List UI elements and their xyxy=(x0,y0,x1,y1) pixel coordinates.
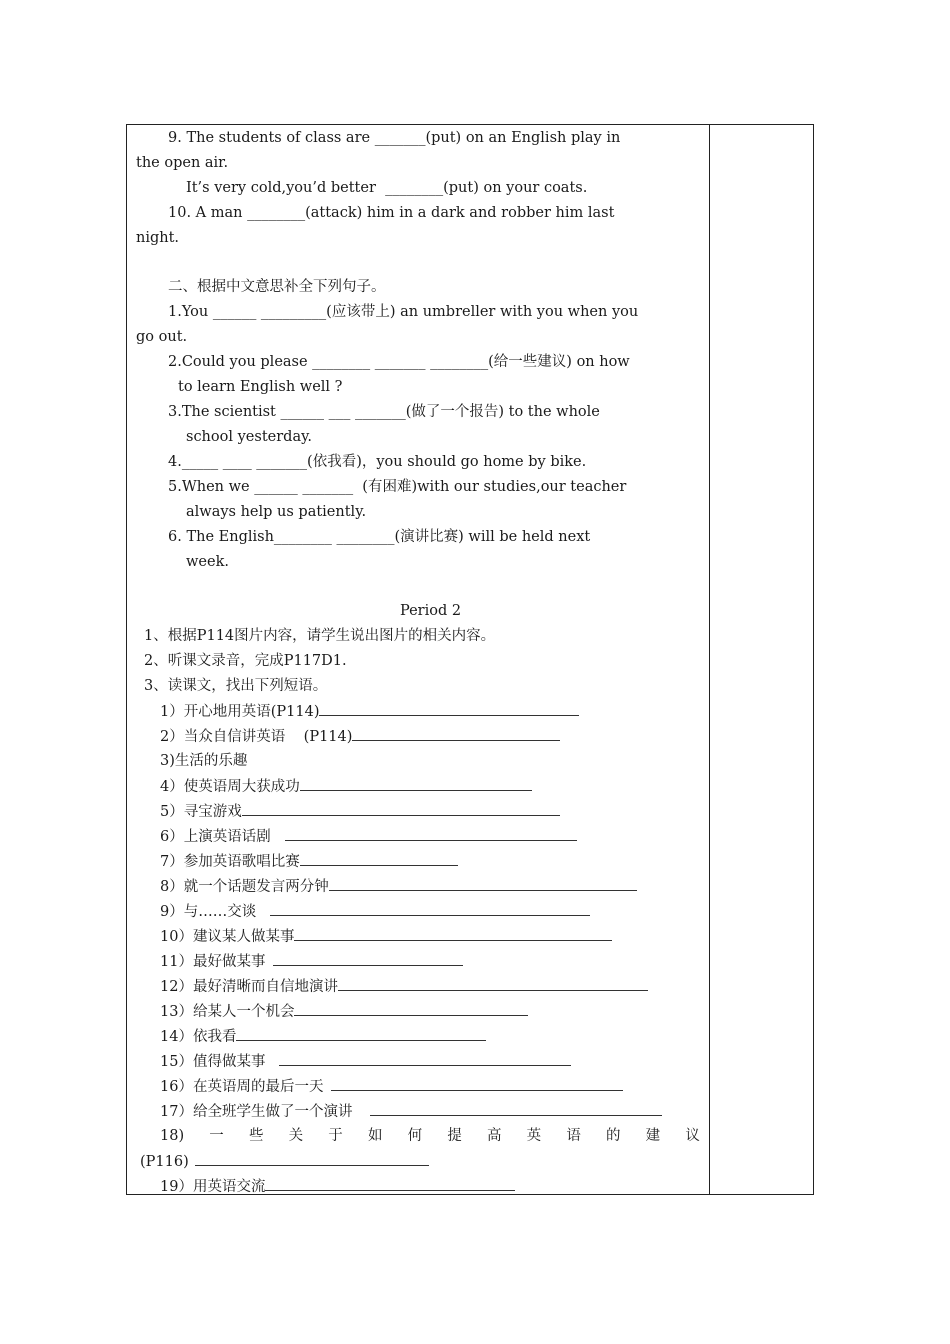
section-2-heading: 二、根据中文意思补全下列句子。 xyxy=(168,279,386,295)
answer-blank[interactable] xyxy=(294,1001,528,1016)
phrase-text: 14）依我看 xyxy=(160,1029,237,1045)
phrase-item xyxy=(160,751,247,771)
phrase-text: 1）开心地用英语(P114) xyxy=(160,704,320,720)
phrase-item xyxy=(160,1176,515,1197)
task-1: 1、根据P114图片内容，请学生说出图片的相关内容。 xyxy=(144,628,496,644)
answer-blank[interactable] xyxy=(370,1101,662,1116)
phrase-18-line-1 xyxy=(160,1126,700,1146)
phrase-text: 10）建议某人做某事 xyxy=(160,929,295,945)
phrase-word: 关 xyxy=(288,1128,304,1144)
sentence-6-line-1: 6. The English________ ________(演讲比赛) will be held next xyxy=(168,529,591,545)
phrase-item xyxy=(160,1001,528,1022)
phrase-item xyxy=(160,926,612,947)
phrase-item xyxy=(160,876,637,897)
phrase-word: 如 xyxy=(367,1128,383,1144)
phrase-text: 12）最好清晰而自信地演讲 xyxy=(160,979,338,995)
phrase-item xyxy=(160,1076,623,1097)
phrase-item xyxy=(160,801,560,822)
phrase-word: 议 xyxy=(685,1128,700,1144)
answer-blank[interactable] xyxy=(270,901,590,916)
sentence-2-line-1: 2.Could you please ________ _______ ________(给一些建议) on how xyxy=(168,354,630,370)
task-2: 2、听课文录音，完成P117D1. xyxy=(144,653,347,669)
sentence-1-line-1: 1.You ______ _________(应该带上) an umbreller with you when you xyxy=(168,304,639,320)
q10-line-1: 10. A man ________(attack) him in a dark and robber him last xyxy=(168,205,615,221)
phrase-text: 11）最好做某事 xyxy=(160,954,266,970)
phrase-text: 18) xyxy=(160,1128,185,1144)
answer-blank[interactable] xyxy=(273,951,463,966)
answer-blank[interactable] xyxy=(195,1151,429,1166)
answer-blank[interactable] xyxy=(285,826,577,841)
q9-line-3: It’s very cold,you’d better ________(put) on your coats. xyxy=(186,180,588,196)
phrase-word: 英 xyxy=(526,1128,542,1144)
phrase-word: 一 xyxy=(209,1128,224,1144)
phrase-text: 4）使英语周大获成功 xyxy=(160,779,300,795)
sentence-4: 4._____ ____ _______(依我看)，you should go home by bike. xyxy=(168,454,587,470)
phrase-item xyxy=(160,976,648,997)
phrase-word: 建 xyxy=(645,1128,661,1144)
phrase-text: 16）在英语周的最后一天 xyxy=(160,1079,324,1095)
phrase-text: 8）就一个话题发言两分钟 xyxy=(160,879,329,895)
sentence-2-line-2: to learn English well ? xyxy=(178,379,343,395)
phrase-18-line-2 xyxy=(140,1151,429,1172)
q9-line-1: 9. The students of class are _______(put) on an English play in xyxy=(168,130,621,146)
phrase-word: 何 xyxy=(407,1128,423,1144)
phrase-item xyxy=(160,776,532,797)
table-column-divider xyxy=(709,124,710,1195)
phrase-text: 6）上演英语话剧 xyxy=(160,829,271,845)
period-title: Period 2 xyxy=(400,603,462,619)
phrase-text: 7）参加英语歌唱比赛 xyxy=(160,854,300,870)
phrase-text: 5）寻宝游戏 xyxy=(160,804,242,820)
answer-blank[interactable] xyxy=(329,876,637,891)
sentence-5-line-2: always help us patiently. xyxy=(186,504,367,520)
answer-blank[interactable] xyxy=(294,926,612,941)
phrase-word: 些 xyxy=(248,1128,264,1144)
phrase-item xyxy=(160,1051,571,1072)
phrase-item xyxy=(160,851,458,872)
phrase-text: (P116) xyxy=(140,1154,189,1170)
answer-blank[interactable] xyxy=(300,776,532,791)
answer-blank[interactable] xyxy=(300,851,458,866)
phrase-word: 高 xyxy=(486,1128,502,1144)
sentence-3-line-1: 3.The scientist ______ ___ _______(做了一个报告) to the whole xyxy=(168,404,600,420)
phrase-text: 15）值得做某事 xyxy=(160,1054,266,1070)
phrase-word: 语 xyxy=(566,1128,581,1144)
sentence-6-line-2: week. xyxy=(186,554,229,570)
answer-blank[interactable] xyxy=(242,801,560,816)
phrase-word: 提 xyxy=(447,1128,462,1144)
phrase-text: 9）与……交谈 xyxy=(160,904,257,920)
answer-blank[interactable] xyxy=(279,1051,571,1066)
q10-line-2: night. xyxy=(136,230,180,246)
sentence-3-line-2: school yesterday. xyxy=(186,429,312,445)
phrase-text: 17）给全班学生做了一个演讲 xyxy=(160,1104,353,1120)
q9-line-2: the open air. xyxy=(136,155,229,171)
phrase-word: 的 xyxy=(606,1128,621,1144)
phrase-text: 19）用英语交流 xyxy=(160,1179,266,1195)
answer-blank[interactable] xyxy=(338,976,648,991)
answer-blank[interactable] xyxy=(236,1026,486,1041)
phrase-text: 13）给某人一个机会 xyxy=(160,1004,295,1020)
answer-blank[interactable] xyxy=(352,726,560,741)
phrase-text: 2）当众自信讲英语 (P114) xyxy=(160,729,353,745)
answer-blank[interactable] xyxy=(319,701,579,716)
phrase-word: 于 xyxy=(328,1128,343,1144)
phrase-item xyxy=(160,826,577,847)
phrase-item xyxy=(160,1026,486,1047)
phrase-text: 3)生活的乐趣 xyxy=(160,753,248,769)
task-3: 3、读课文，找出下列短语。 xyxy=(144,678,328,694)
sentence-1-line-2: go out. xyxy=(136,329,188,345)
phrase-item xyxy=(160,701,579,722)
sentence-5-line-1: 5.When we ______ _______ (有困难)with our studies,our teacher xyxy=(168,479,627,495)
answer-blank[interactable] xyxy=(331,1076,623,1091)
phrase-item xyxy=(160,901,590,922)
phrase-item xyxy=(160,1101,662,1122)
answer-blank[interactable] xyxy=(265,1176,515,1191)
phrase-item xyxy=(160,951,463,972)
phrase-item xyxy=(160,726,560,747)
